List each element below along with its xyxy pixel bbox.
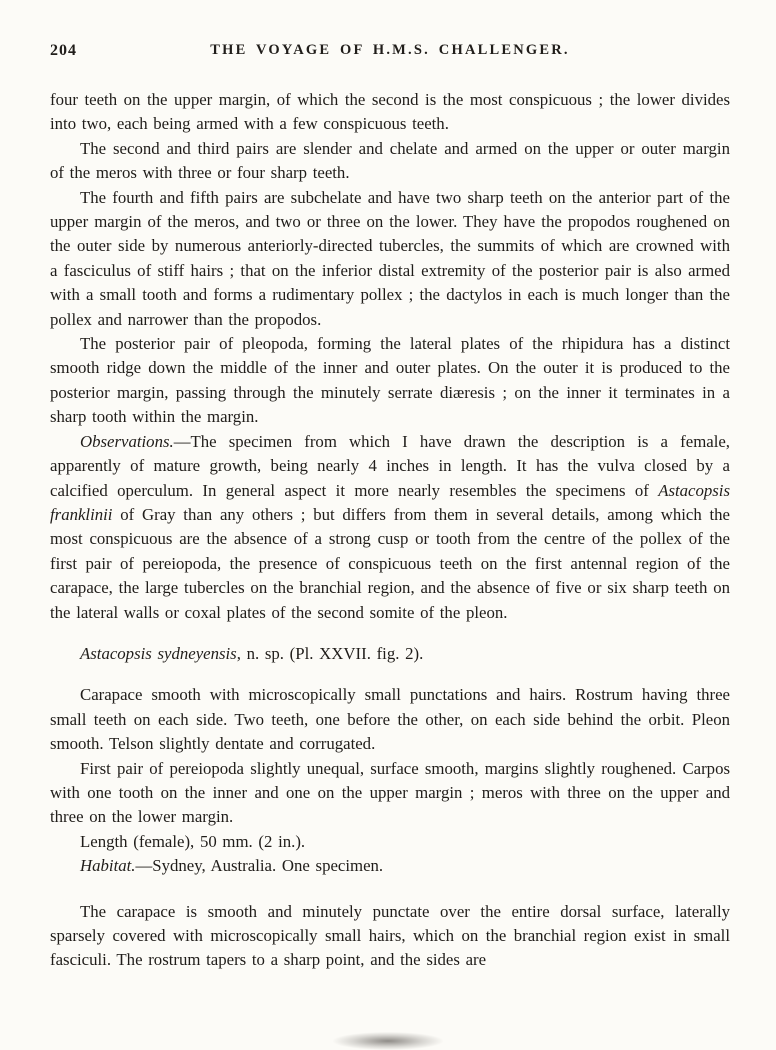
page-number: 204: [50, 42, 77, 59]
continuation-paragraph: four teeth on the upper margin, of which the second is the most conspicuous ; the lower divides into two, each being armed with a few conspicuous teeth.: [50, 90, 730, 134]
running-title: THE VOYAGE OF H.M.S. CHALLENGER.: [210, 42, 570, 58]
observations-paragraph: Observations.—The specimen from which I have drawn the description is a female, apparently of mature growth, being nearly 4 inches in length. It has the vulva closed by a calcified operculum. In general aspect it more nearly resembles the specimens of Astacopsis franklinii of Gray than any others ; but differs from them in several details, among which the most conspicuous are the absence of a strong cusp or tooth from the centre of the pollex of the first pair of pereiopoda, the presence of conspicuous teeth on the first antennal region of the carapace, the large tubercles on the branchial region, and the absence of five or six sharp teeth on the lateral walls or coxal plates of the second somite of the pleon.: [50, 431, 730, 622]
fourth-fifth-pairs-paragraph: The fourth and fifth pairs are subchelate and have two sharp teeth on the anterior part of the upper margin of the meros, and two or three on the lower. They have the propodos roughened on the outer side by numerous anteriorly-directed tubercles, the summits of which are crowned with a fasciculus of stiff hairs ; that on the inferior distal extremity of the posterior pair is also armed with a small tooth and forms a rudimentary pollex ; the dactylos in each is much longer than the pollex and narrower than the propodos.: [50, 187, 730, 329]
first-pair-paragraph: First pair of pereiopoda slightly unequal, surface smooth, margins slightly roughened. Carpos with one tooth on the inner and one on the upper margin ; meros with three on the upper and three on the lower margin.: [50, 758, 730, 827]
page-header: [50, 42, 730, 64]
habitat-line: Habitat.—Sydney, Australia. One specimen.: [80, 856, 384, 876]
length-line: Length (female), 50 mm. (2 in.).: [80, 831, 306, 851]
page-body: [50, 88, 730, 973]
second-third-pairs-paragraph: The second and third pairs are slender and chelate and armed on the upper or outer margin of the meros with three or four sharp teeth.: [50, 138, 730, 183]
pleopoda-paragraph: The posterior pair of pleopoda, forming the lateral plates of the rhipidura has a distinct smooth ridge down the middle of the inner and outer plates. On the outer it is produced to the posterior margin, passing through the minutely serrate diæresis ; on the inner it terminates in a sharp tooth within the margin.: [50, 334, 730, 427]
carapace-description-paragraph: Carapace smooth with microscopically small punctations and hairs. Rostrum having three small teeth on each side. Two teeth, one before the other, on each side behind the orbit. Pleon smooth. Telson slightly dentate and corrugated.: [50, 685, 730, 754]
scan-artifact: [333, 1032, 443, 1050]
species-heading: Astacopsis sydneyensis, n. sp. (Pl. XXVII. fig. 2).: [80, 643, 424, 663]
dorsal-surface-paragraph: The carapace is smooth and minutely punctate over the entire dorsal surface, laterally sparsely covered with microscopically small hairs, which on the branchial region exist in small fasciculi. The rostrum tapers to a sharp point, and the sides are: [50, 901, 730, 970]
